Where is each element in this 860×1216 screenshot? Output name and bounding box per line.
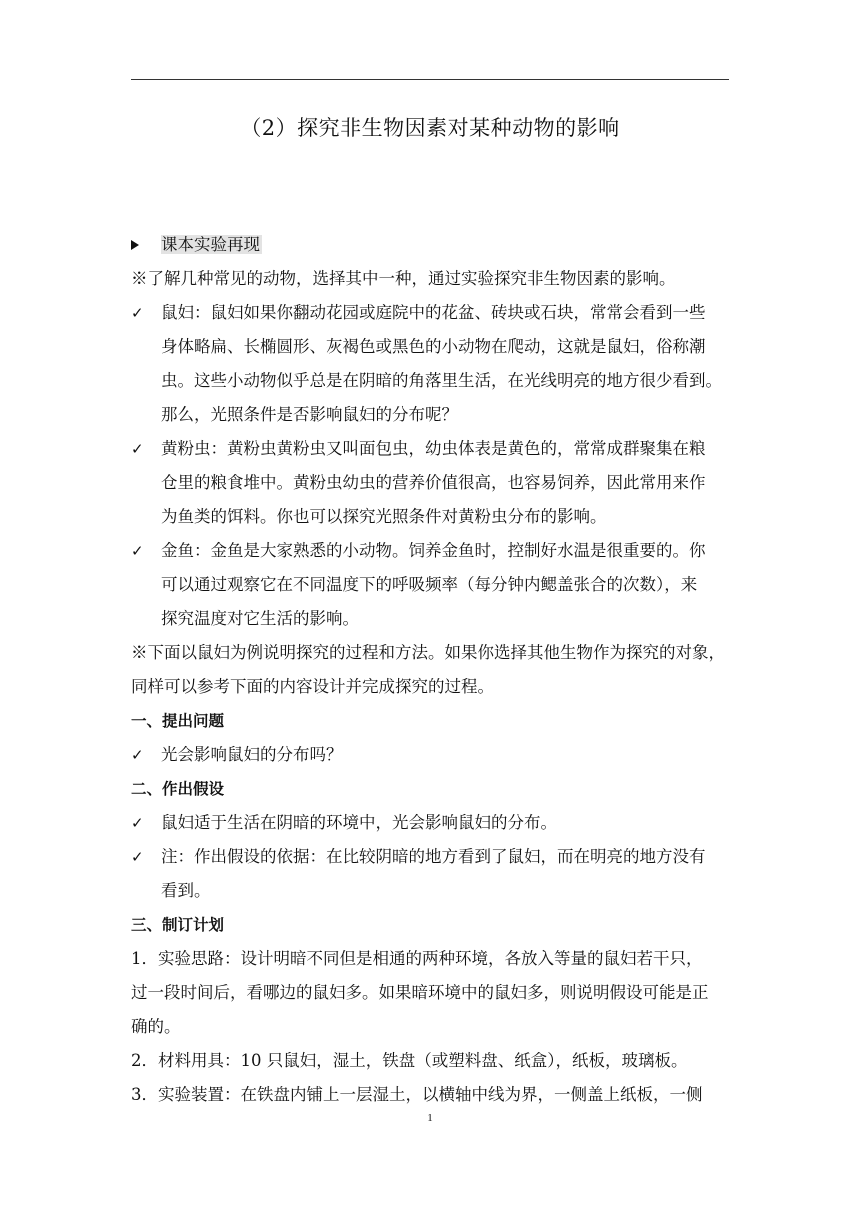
check-icon: ✓ (131, 440, 144, 458)
paragraph-line: 3．实验装置：在铁盘内铺上一层湿土，以横轴中线为界，一侧盖上纸板，一侧 (131, 1085, 703, 1104)
list-item: ✓ 鼠妇：鼠妇如果你翻动花园或庭院中的花盆、砖块或石块，常常会看到一些 (131, 303, 706, 322)
list-item-line: 那么，光照条件是否影响鼠妇的分布呢？ (161, 405, 458, 424)
document-body (131, 228, 731, 1112)
check-icon: ✓ (131, 848, 144, 866)
section-label: 课本实验再现 (161, 235, 260, 254)
check-icon: ✓ (131, 746, 144, 764)
step-heading: 三、制订计划 (131, 916, 225, 934)
list-item-line: 可以通过观察它在不同温度下的呼吸频率（每分钟内鳃盖张合的次数），来 (161, 575, 698, 594)
header-rule (131, 79, 729, 80)
list-item: ✓ 黄粉虫：黄粉虫黄粉虫又叫面包虫，幼虫体表是黄色的，常常成群聚集在粮 (131, 439, 706, 458)
page-number: 1 (427, 1112, 433, 1124)
list-item-line: 探究温度对它生活的影响。 (161, 609, 359, 628)
list-item-line: 仓里的粮食堆中。黄粉虫幼虫的营养价值很高，也容易饲养，因此常用来作 (161, 473, 706, 492)
list-item: ✓ 注：作出假设的依据：在比较阴暗的地方看到了鼠妇，而在明亮的地方没有 (131, 847, 706, 866)
note-text: 同样可以参考下面的内容设计并完成探究的过程。 (131, 677, 494, 696)
step-heading: 一、提出问题 (131, 712, 225, 730)
list-item: ✓ 光会影响鼠妇的分布吗？ (131, 745, 343, 764)
check-icon: ✓ (131, 814, 144, 832)
list-item-line: 虫。这些小动物似乎总是在阴暗的角落里生活，在光线明亮的地方很少看到。 (161, 371, 722, 390)
arrow-bullet-icon (131, 240, 139, 250)
list-item: ✓ 鼠妇适于生活在阴暗的环境中，光会影响鼠妇的分布。 (131, 813, 557, 832)
note-text: ※下面以鼠妇为例说明探究的过程和方法。如果你选择其他生物作为探究的对象， (131, 643, 725, 662)
paragraph-line: 1．实验思路：设计明暗不同但是相通的两种环境，各放入等量的鼠妇若干只， (131, 949, 703, 968)
list-item-line: 为鱼类的饵料。你也可以探究光照条件对黄粉虫分布的影响。 (161, 507, 607, 526)
section-heading (131, 228, 731, 262)
list-item: ✓ 金鱼：金鱼是大家熟悉的小动物。饲养金鱼时，控制好水温是很重要的。你 (131, 541, 706, 560)
list-item-line: 身体略扁、长椭圆形、灰褐色或黑色的小动物在爬动，这就是鼠妇，俗称潮 (161, 337, 706, 356)
paragraph-line: 2．材料用具：10 只鼠妇，湿土，铁盘（或塑料盘、纸盒），纸板，玻璃板。 (131, 1051, 688, 1070)
check-icon: ✓ (131, 542, 144, 560)
list-item-line: 看到。 (161, 881, 211, 900)
intro-text: ※了解几种常见的动物，选择其中一种，通过实验探究非生物因素的影响。 (131, 269, 676, 288)
paragraph-line: 过一段时间后，看哪边的鼠妇多。如果暗环境中的鼠妇多，则说明假设可能是正 (131, 983, 709, 1002)
step-heading: 二、作出假设 (131, 780, 225, 798)
check-icon: ✓ (131, 304, 144, 322)
paragraph-line: 确的。 (131, 1017, 181, 1036)
page-title: （2）探究非生物因素对某种动物的影响 (240, 116, 620, 140)
